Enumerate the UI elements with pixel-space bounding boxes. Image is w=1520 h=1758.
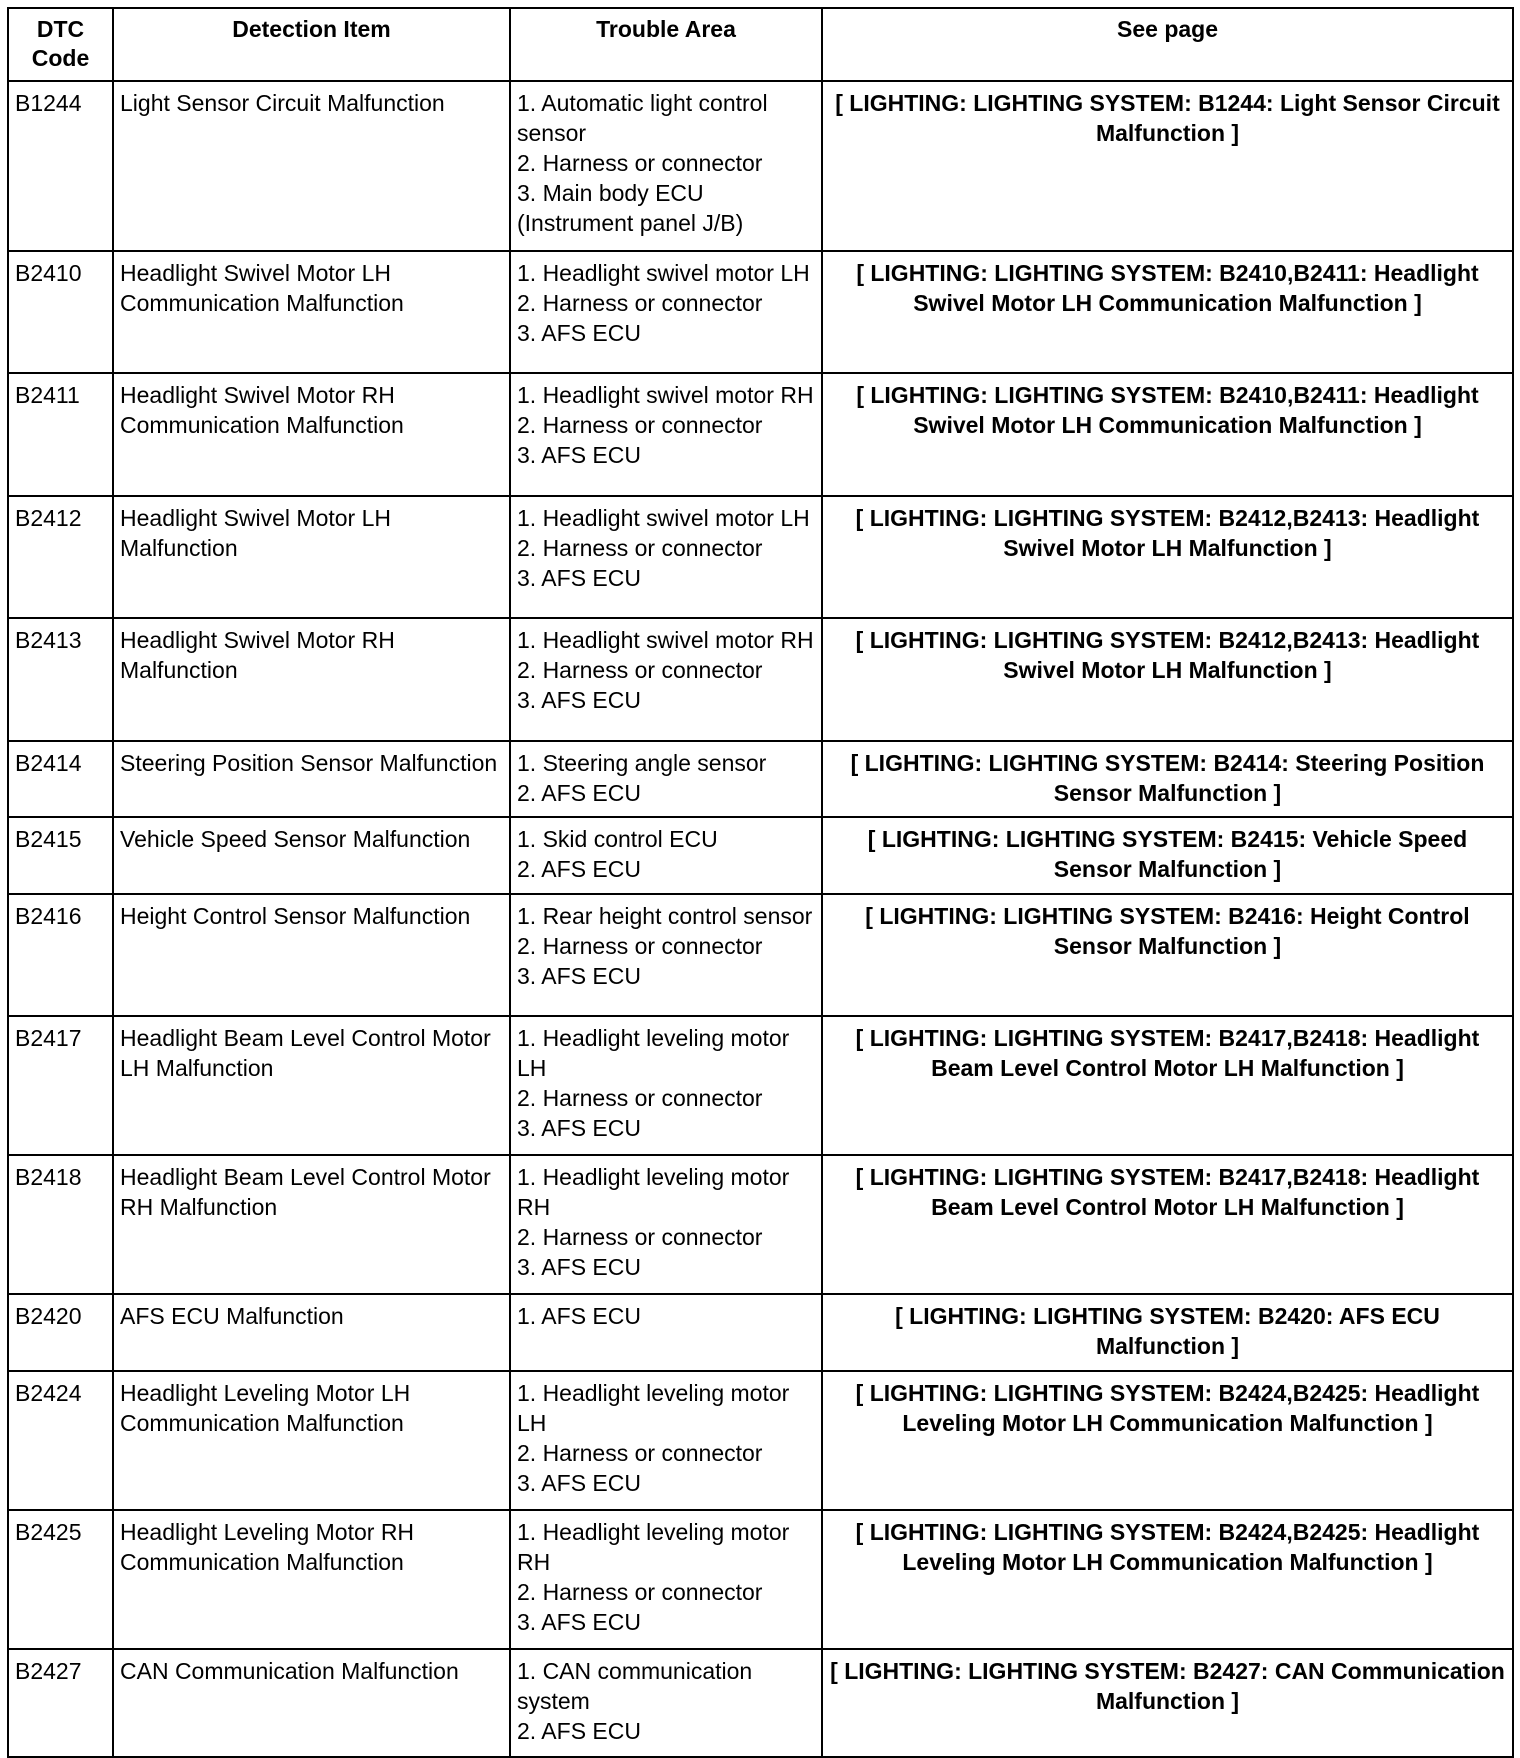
trouble-area-line: 1. Rear height control sensor [517,903,813,930]
detection-item-cell: AFS ECU Malfunction [113,1294,510,1371]
see-page-link[interactable]: [ LIGHTING: LIGHTING SYSTEM: B2414: Steering Position Sensor Malfunction ] [822,741,1513,818]
see-page-link[interactable]: [ LIGHTING: LIGHTING SYSTEM: B2424,B2425: Headlight Leveling Motor LH Communication Malfunction ] [822,1371,1513,1510]
trouble-area-line: 2. Harness or connector [517,657,763,684]
trouble-area-line: 1. Automatic light control sensor [517,90,768,146]
detection-item-cell: Vehicle Speed Sensor Malfunction [113,817,510,894]
trouble-area-cell [510,496,822,618]
dtc-code-cell: B2413 [8,618,113,740]
table-row [8,1016,1513,1155]
detection-item-cell: Steering Position Sensor Malfunction [113,741,510,818]
trouble-area-line: 3. AFS ECU [517,320,641,347]
dtc-table [7,7,1514,1758]
dtc-code-cell: B2417 [8,1016,113,1155]
trouble-area-line: 3. AFS ECU [517,442,641,469]
table-body [8,81,1513,1757]
see-page-link[interactable]: [ LIGHTING: LIGHTING SYSTEM: B2417,B2418: Headlight Beam Level Control Motor LH Malfunction ] [822,1155,1513,1294]
see-page-link[interactable]: [ LIGHTING: LIGHTING SYSTEM: B1244: Light Sensor Circuit Malfunction ] [822,81,1513,251]
header-dtc-code: DTC Code [8,8,113,81]
trouble-area-cell [510,1155,822,1294]
trouble-area-line: 2. AFS ECU [517,1718,641,1745]
see-page-link[interactable]: [ LIGHTING: LIGHTING SYSTEM: B2412,B2413: Headlight Swivel Motor LH Malfunction ] [822,618,1513,740]
trouble-area-line: 2. Harness or connector [517,412,763,439]
trouble-area-cell [510,251,822,373]
trouble-area-cell [510,1371,822,1510]
trouble-area-line: 1. Headlight swivel motor LH [517,260,810,287]
trouble-area-cell [510,81,822,251]
trouble-area-line: 1. Headlight leveling motor RH [517,1519,790,1576]
trouble-area-line: 3. AFS ECU [517,963,641,990]
table-row [8,741,1513,818]
trouble-area-cell [510,1649,822,1757]
dtc-code-cell: B2411 [8,373,113,495]
trouble-area-line: 3. AFS ECU [517,1609,641,1636]
trouble-area-line: 2. Harness or connector [517,1085,763,1112]
see-page-link[interactable]: [ LIGHTING: LIGHTING SYSTEM: B2410,B2411: Headlight Swivel Motor LH Communication Malfunction ] [822,251,1513,373]
header-see-page: See page [822,8,1513,81]
dtc-code-cell: B2427 [8,1649,113,1757]
detection-item-cell: Headlight Swivel Motor LH Malfunction [113,496,510,618]
trouble-area-line: 1. AFS ECU [517,1303,641,1330]
dtc-code-cell: B2414 [8,741,113,818]
table-row [8,1649,1513,1757]
see-page-link[interactable]: [ LIGHTING: LIGHTING SYSTEM: B2424,B2425: Headlight Leveling Motor LH Communication Malfunction ] [822,1510,1513,1649]
trouble-area-line: 3. AFS ECU [517,1115,641,1142]
trouble-area-line: 3. AFS ECU [517,1470,641,1497]
table-row [8,373,1513,495]
table-row [8,1371,1513,1510]
trouble-area-line: 1. Headlight leveling motor LH [517,1380,790,1437]
dtc-code-cell: B2415 [8,817,113,894]
see-page-link[interactable]: [ LIGHTING: LIGHTING SYSTEM: B2412,B2413: Headlight Swivel Motor LH Malfunction ] [822,496,1513,618]
table-row [8,618,1513,740]
trouble-area-line: 2. AFS ECU [517,856,641,883]
trouble-area-cell [510,618,822,740]
trouble-area-line: 1. Headlight leveling motor LH [517,1025,790,1082]
trouble-area-line: 2. Harness or connector [517,1440,763,1467]
trouble-area-line: 3. AFS ECU [517,1254,641,1281]
see-page-link[interactable]: [ LIGHTING: LIGHTING SYSTEM: B2410,B2411: Headlight Swivel Motor LH Communication Malfunction ] [822,373,1513,495]
dtc-code-cell: B2425 [8,1510,113,1649]
trouble-area-line: 1. Headlight swivel motor LH [517,504,810,531]
detection-item-cell: Height Control Sensor Malfunction [113,894,510,1016]
trouble-area-line: 2. Harness or connector [517,1579,763,1606]
trouble-area-cell [510,741,822,818]
detection-item-cell: Headlight Beam Level Control Motor RH Malfunction [113,1155,510,1294]
header-detection-item: Detection Item [113,8,510,81]
dtc-code-cell: B2418 [8,1155,113,1294]
see-page-link[interactable]: [ LIGHTING: LIGHTING SYSTEM: B2417,B2418: Headlight Beam Level Control Motor LH Malfunction ] [822,1016,1513,1155]
detection-item-cell: Headlight Swivel Motor LH Communication Malfunction [113,251,510,373]
dtc-code-cell: B2424 [8,1371,113,1510]
header-trouble-area: Trouble Area [510,8,822,81]
header-row [8,8,1513,81]
dtc-code-cell: B1244 [8,81,113,251]
table-row [8,1155,1513,1294]
trouble-area-line: 3. Main body ECU (Instrument panel J/B) [517,180,744,236]
detection-item-cell: CAN Communication Malfunction [113,1649,510,1757]
dtc-code-cell: B2410 [8,251,113,373]
detection-item-cell: Headlight Leveling Motor RH Communication Malfunction [113,1510,510,1649]
table-row [8,81,1513,251]
trouble-area-line: 2. Harness or connector [517,1224,763,1251]
see-page-link[interactable]: [ LIGHTING: LIGHTING SYSTEM: B2416: Height Control Sensor Malfunction ] [822,894,1513,1016]
trouble-area-cell [510,1016,822,1155]
table-row [8,496,1513,618]
table-row [8,1510,1513,1649]
see-page-link[interactable]: [ LIGHTING: LIGHTING SYSTEM: B2420: AFS ECU Malfunction ] [822,1294,1513,1371]
table-row [8,1294,1513,1371]
table-row [8,251,1513,373]
trouble-area-line: 1. Headlight leveling motor RH [517,1164,790,1221]
dtc-code-cell: B2416 [8,894,113,1016]
trouble-area-line: 2. Harness or connector [517,534,763,561]
see-page-link[interactable]: [ LIGHTING: LIGHTING SYSTEM: B2427: CAN Communication Malfunction ] [822,1649,1513,1757]
trouble-area-line: 1. Headlight swivel motor RH [517,627,814,654]
trouble-area-line: 2. AFS ECU [517,779,641,806]
trouble-area-line: 2. Harness or connector [517,933,763,960]
trouble-area-line: 1. Headlight swivel motor RH [517,382,814,409]
trouble-area-cell [510,373,822,495]
trouble-area-line: 2. Harness or connector [517,150,763,176]
detection-item-cell: Headlight Beam Level Control Motor LH Malfunction [113,1016,510,1155]
trouble-area-line: 2. Harness or connector [517,290,763,317]
trouble-area-line: 3. AFS ECU [517,687,641,714]
trouble-area-line: 1. Steering angle sensor [517,749,767,776]
trouble-area-line: 1. Skid control ECU [517,826,718,853]
detection-item-cell: Light Sensor Circuit Malfunction [113,81,510,251]
trouble-area-line: 1. CAN communication system [517,1658,753,1715]
table-row [8,817,1513,894]
trouble-area-line: 3. AFS ECU [517,564,641,591]
detection-item-cell: Headlight Swivel Motor RH Communication Malfunction [113,373,510,495]
trouble-area-cell [510,894,822,1016]
dtc-code-cell: B2412 [8,496,113,618]
table-row [8,894,1513,1016]
trouble-area-cell [510,1294,822,1371]
dtc-code-cell: B2420 [8,1294,113,1371]
detection-item-cell: Headlight Leveling Motor LH Communication Malfunction [113,1371,510,1510]
trouble-area-cell [510,1510,822,1649]
detection-item-cell: Headlight Swivel Motor RH Malfunction [113,618,510,740]
trouble-area-cell [510,817,822,894]
see-page-link[interactable]: [ LIGHTING: LIGHTING SYSTEM: B2415: Vehicle Speed Sensor Malfunction ] [822,817,1513,894]
